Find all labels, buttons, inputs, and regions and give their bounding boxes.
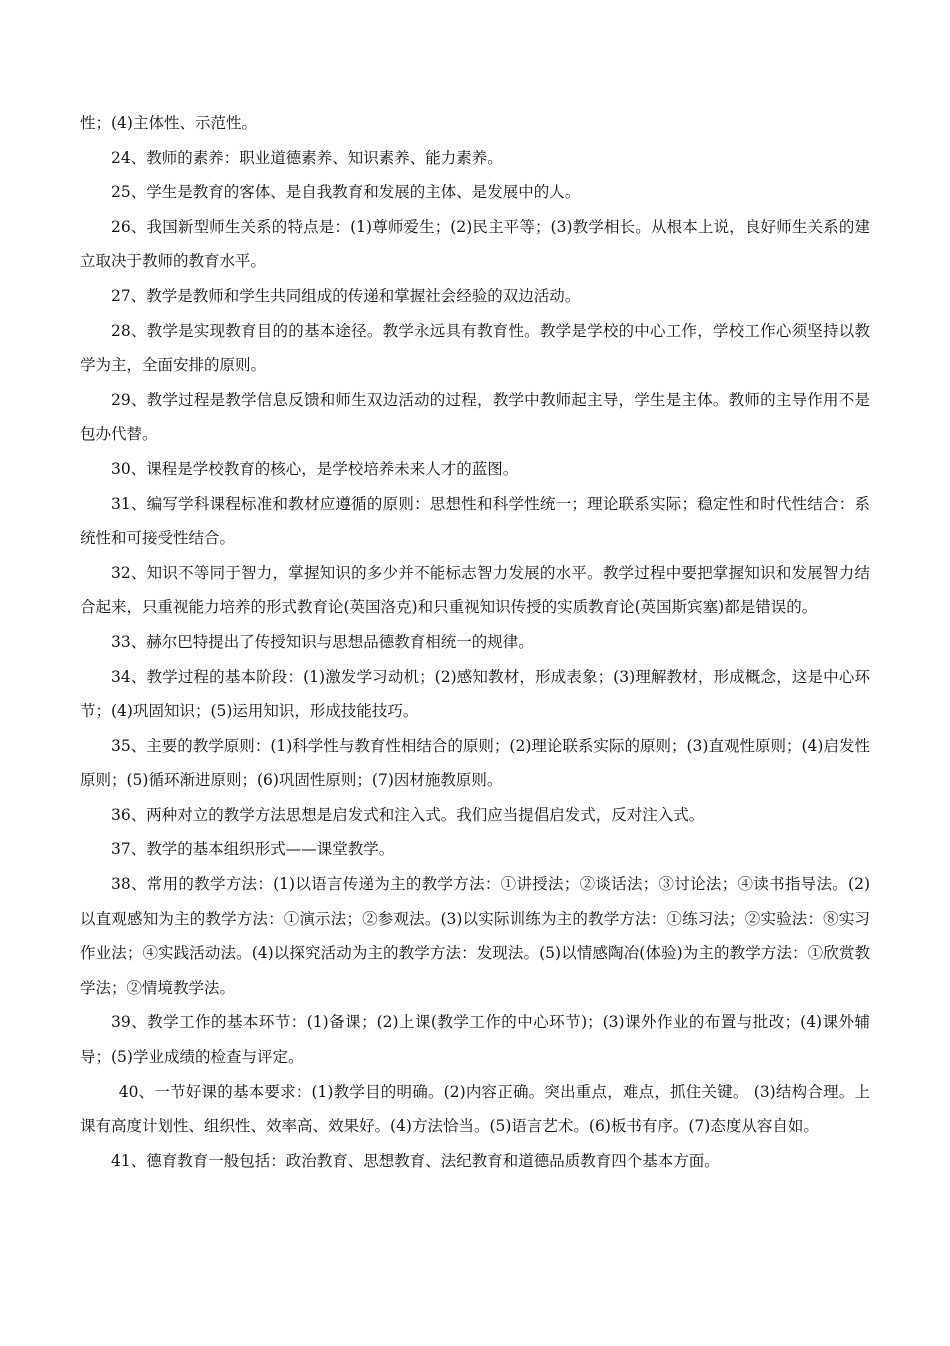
- paragraph-28: 28、教学是实现教育目的的基本途径。教学永远具有教育性。教学是学校的中心工作，学校工作心须坚持以教学为主，全面安排的原则。: [80, 321, 870, 375]
- paragraph-24: 24、教师的素养：职业道德素养、知识素养、能力素养。: [111, 148, 503, 167]
- paragraph-38: 38、常用的教学方法：(1)以语言传递为主的教学方法：①讲授法；②谈话法；③讨论法；④读书指导法。(2)以直观感知为主的教学方法：①演示法；②参观法。(3)以实际训练为主的教学方法：①练习法；②实验法：⑧实习作业法；④实践活动法。(4)以探究活动为主的教学方法：发现法。(5)以情感陶冶(体验)为主的教学方法：①欣赏教学法；②情境教学法。: [80, 875, 870, 997]
- paragraph-29: 29、教学过程是教学信息反馈和师生双边活动的过程，教学中教师起主导，学生是主体。教师的主导作用不是包办代替。: [80, 390, 870, 444]
- paragraph-31: 31、编写学科课程标准和教材应遵循的原则：思想性和科学性统一；理论联系实际；稳定性和时代性结合：系统性和可接受性结合。: [80, 494, 870, 548]
- paragraph-41: 41、德育教育一般包括：政治教育、思想教育、法纪教育和道德品质教育四个基本方面。: [111, 1151, 720, 1170]
- paragraph-35: 35、主要的教学原则：(1)科学性与教育性相结合的原则；(2)理论联系实际的原则；(3)直观性原则；(4)启发性原则；(5)循环渐进原则；(6)巩固性原则；(7)因材施教原则。: [80, 736, 870, 790]
- paragraph-30: 30、课程是学校教育的核心，是学校培养未来人才的蓝图。: [111, 459, 519, 478]
- paragraph-27: 27、教学是教师和学生共同组成的传递和掌握社会经验的双边活动。: [111, 286, 581, 305]
- paragraph-25: 25、学生是教育的客体、是自我教育和发展的主体、是发展中的人。: [111, 183, 581, 202]
- paragraph-34: 34、教学过程的基本阶段：(1)激发学习动机；(2)感知教材，形成表象；(3)理解教材，形成概念，这是中心环节；(4)巩固知识；(5)运用知识，形成技能技巧。: [80, 667, 870, 721]
- paragraph-continuation: 性；(4)主体性、示范性。: [80, 114, 257, 132]
- paragraph-36: 36、两种对立的教学方法思想是启发式和注入式。我们应当提倡启发式，反对注入式。: [111, 805, 705, 824]
- paragraph-26: 26、我国新型师生关系的特点是：(1)尊师爱生；(2)民主平等；(3)教学相长。从根本上说，良好师生关系的建立取决于教师的教育水平。: [80, 217, 870, 271]
- paragraph-39: 39、教学工作的基本环节：(1)备课；(2)上课(教学工作的中心环节)；(3)课外作业的布置与批改；(4)课外辅导；(5)学业成绩的检查与评定。: [80, 1013, 870, 1067]
- paragraph-40: 40、一节好课的基本要求：(1)教学目的明确。(2)内容正确。突出重点，难点，抓住关键。 (3)结构合理。上课有高度计划性、组织性、效率高、效果好。(4)方法恰当。(5)语言艺术。(6)板书有序。(7)态度从容自如。: [80, 1082, 870, 1136]
- document-body: [80, 106, 870, 1178]
- paragraph-37: 37、教学的基本组织形式——课堂教学。: [111, 840, 395, 859]
- paragraph-32: 32、知识不等同于智力，掌握知识的多少并不能标志智力发展的水平。教学过程中要把掌握知识和发展智力结合起来，只重视能力培养的形式教育论(英国洛克)和只重视知识传授的实质教育论(英国斯宾塞)都是错误的。: [80, 563, 870, 617]
- paragraph-33: 33、赫尔巴特提出了传授知识与思想品德教育相统一的规律。: [111, 632, 534, 651]
